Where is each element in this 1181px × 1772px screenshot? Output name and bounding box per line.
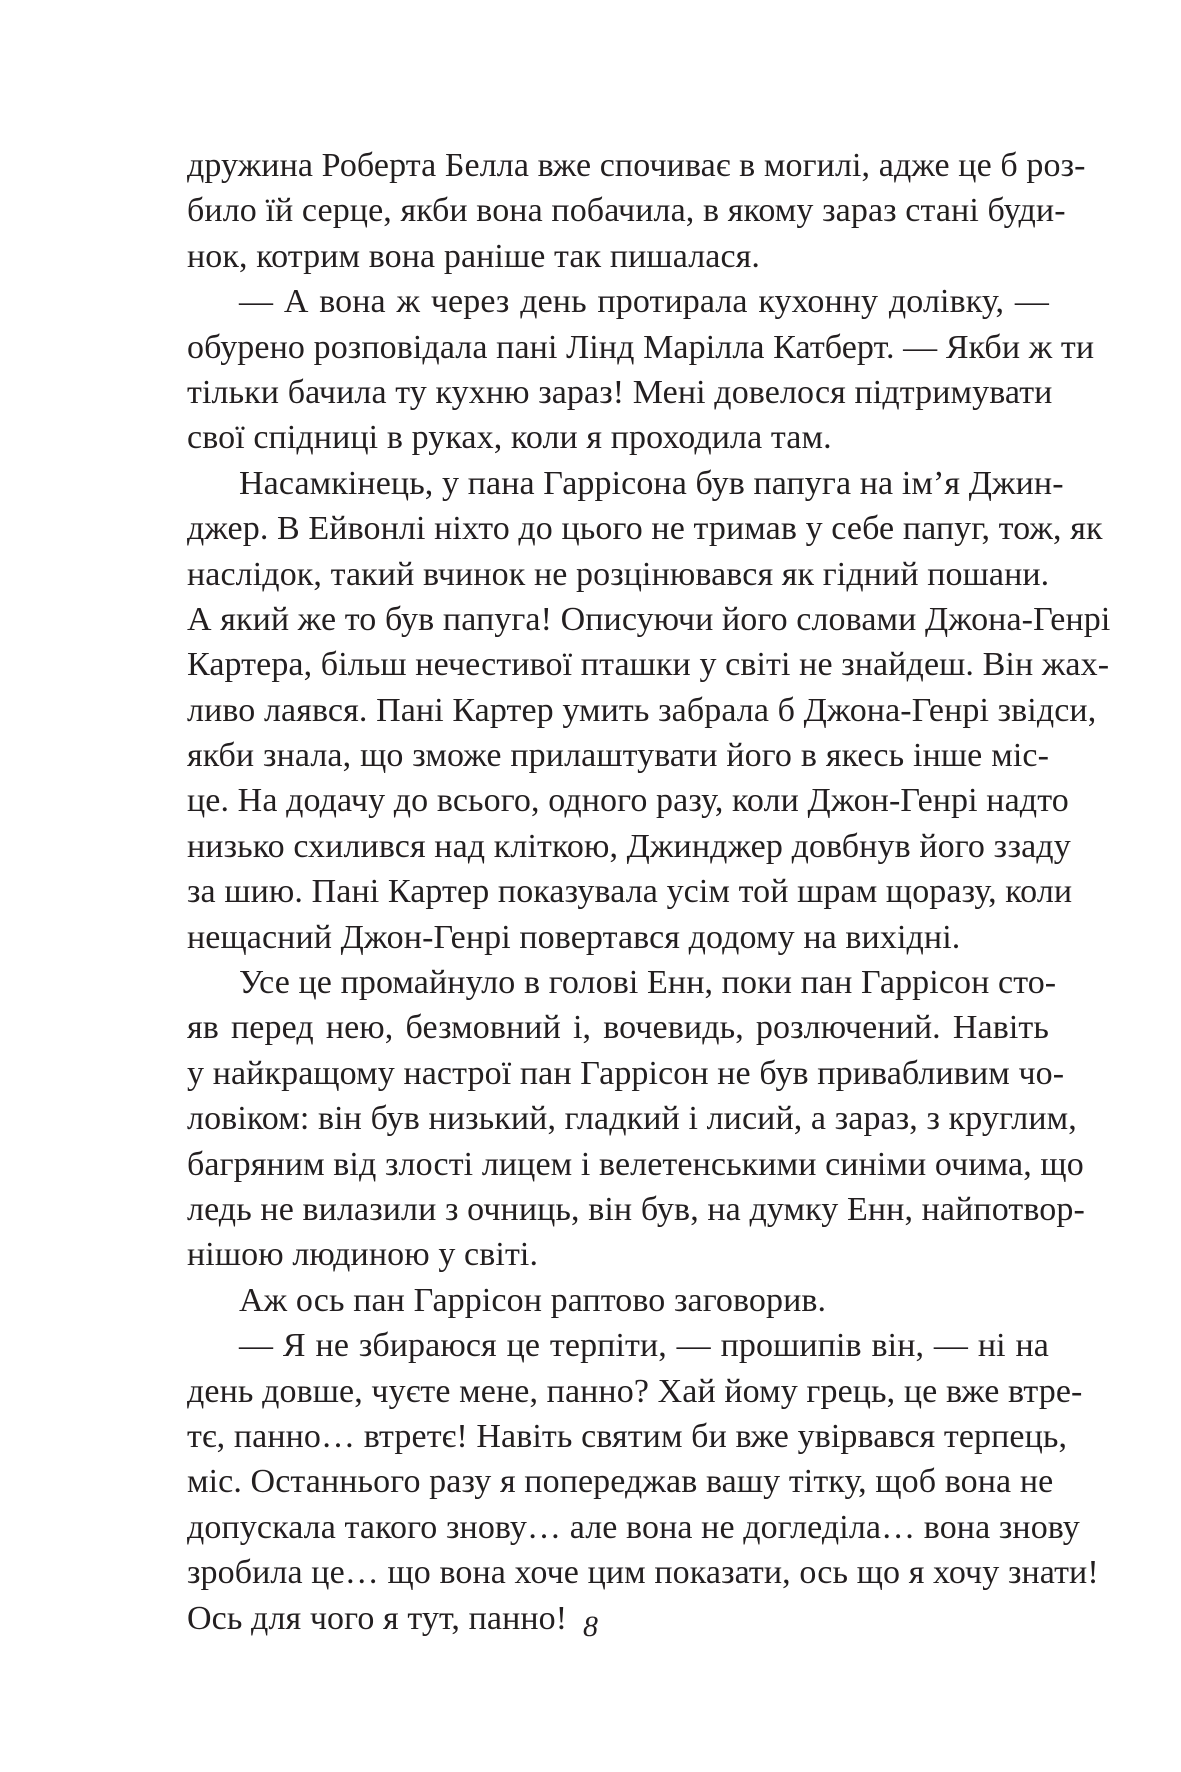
text-line: Картера, більш нечестивої пташки у світі не знайдеш. Він жах- bbox=[187, 646, 1110, 684]
text-line: Аж ось пан Гаррісон раптово заговорив. bbox=[239, 1281, 827, 1319]
text-line: нещасний Джон-Генрі повертався додому на вихідні. bbox=[187, 918, 961, 956]
text-line: джер. В Ейвонлі ніхто до цього не тримав у себе папуг, тож, як bbox=[187, 510, 1103, 548]
text-line: наслідок, такий вчинок не розцінювався як гідний пошани. bbox=[187, 555, 1050, 593]
text-line: міс. Останнього разу я попереджав вашу тітку, щоб вона не bbox=[187, 1463, 1054, 1501]
text-line: допускала такого знову… але вона не догледіла… вона знову bbox=[187, 1508, 1080, 1546]
text-line: дружина Роберта Белла вже спочиває в могилі, адже це б роз- bbox=[187, 147, 1086, 184]
text-line: Насамкінець, у пана Гаррісона був папуга на ім’я Джин- bbox=[239, 464, 1064, 502]
text-line: за шию. Пані Картер показувала усім той шрам щоразу, коли bbox=[187, 873, 1073, 911]
text-line: Усе це промайнуло в голові Енн, поки пан Гаррісон сто- bbox=[239, 964, 1057, 1002]
text-line: — Я не збираюся це терпіти, — прошипів він, — ні на bbox=[239, 1327, 1049, 1365]
text-line: ледь не вилазили з очниць, він був, на думку Енн, найпотвор- bbox=[187, 1190, 1085, 1228]
text-line: яв перед нею, безмовний і, вочевидь, розлючений. Навіть bbox=[187, 1009, 1049, 1047]
text-line: обурено розповідала пані Лінд Марілла Катберт. — Якби ж ти bbox=[187, 328, 1095, 366]
text-line: це. На додачу до всього, одного разу, коли Джон-Генрі надто bbox=[187, 782, 1069, 820]
text-line: день довше, чуєте мене, панно? Хай йому грець, це вже втре- bbox=[187, 1372, 1083, 1410]
text-line: нішою людиною у світі. bbox=[187, 1236, 539, 1274]
text-line: ловіком: він був низький, гладкий і лисий, а зараз, з круглим, bbox=[187, 1100, 1077, 1138]
text-line: свої спідниці в руках, коли я проходила там. bbox=[187, 419, 832, 457]
text-line: било їй серце, якби вона побачила, в якому зараз стані буди- bbox=[187, 192, 1066, 230]
text-line: Ось для чого я тут, панно! bbox=[187, 1599, 568, 1637]
text-line: низько схилився над кліткою, Джинджер довбнув його ззаду bbox=[187, 827, 1071, 865]
body-text bbox=[187, 143, 1111, 1641]
text-line: у найкращому настрої пан Гаррісон не був привабливим чо- bbox=[187, 1054, 1065, 1092]
text-line: тільки бачила ту кухню зараз! Мені довелося підтримувати bbox=[187, 373, 1053, 411]
page-number: 8 bbox=[583, 1610, 598, 1643]
text-line: багряним від злості лицем і велетенськими синіми очима, що bbox=[187, 1145, 1084, 1183]
text-line: А який же то був папуга! Описуючи його словами Джона-Генрі bbox=[187, 600, 1111, 638]
text-line: — А вона ж через день протирала кухонну долівку, — bbox=[239, 283, 1049, 321]
text-line: ливо лаявся. Пані Картер умить забрала б Джона-Генрі звідси, bbox=[187, 691, 1097, 729]
text-line: тє, панно… втретє! Навіть святим би вже увірвався терпець, bbox=[187, 1417, 1068, 1455]
text-line: зробила це… що вона хоче цим показати, ось що я хочу знати! bbox=[187, 1554, 1099, 1592]
text-line: якби знала, що зможе прилаштувати його в якесь інше міс- bbox=[187, 737, 1049, 775]
text-line: нок, котрим вона раніше так пишалася. bbox=[187, 237, 760, 275]
